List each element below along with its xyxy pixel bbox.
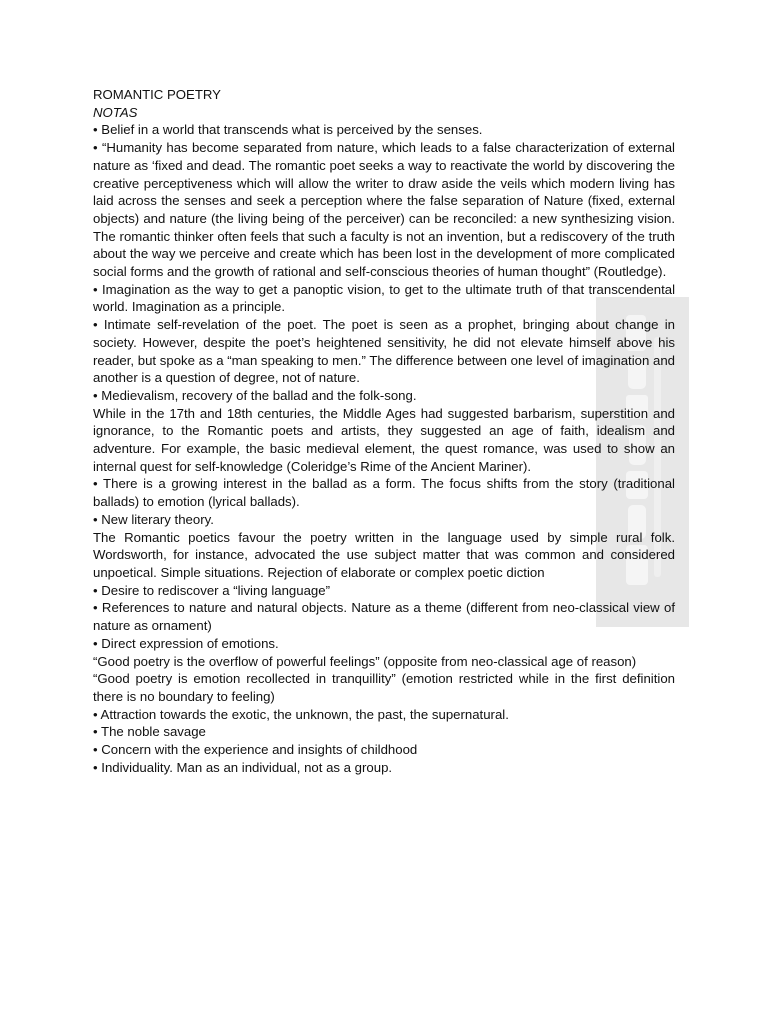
paragraph: • The noble savage	[93, 724, 206, 740]
paragraph: • Imagination as the way to get a panoptic vision, to get to the ultimate truth of that transcendental world. Imagination as a principle.	[93, 281, 675, 315]
paragraph: • References to nature and natural objects. Nature as a theme (different from neo-classical view of nature as ornament)	[93, 600, 675, 634]
paragraph: • Attraction towards the exotic, the unknown, the past, the supernatural.	[93, 706, 509, 722]
paragraph: • Individuality. Man as an individual, not as a group.	[93, 759, 393, 775]
paragraph: • New literary theory.	[93, 511, 214, 527]
paragraph: • Medievalism, recovery of the ballad and the folk-song.	[93, 387, 417, 403]
paragraph: The Romantic poetics favour the poetry written in the language used by simple rural folk. Wordsworth, for instance, advocated the use subject matter that was common and considered unpoetical. Simple situations. Rejection of elaborate or complex poetic diction	[93, 529, 675, 580]
paragraph: “Good poetry is emotion recollected in tranquillity” (emotion restricted while in the first definition there is no boundary to feeling)	[93, 671, 675, 704]
paragraph: • Desire to rediscover a “living language”	[93, 582, 330, 598]
paragraph: While in the 17th and 18th centuries, the Middle Ages had suggested barbarism, superstition and ignorance, to the Romantic poets and artists, they suggested an age of faith, idealism and adventure. For example, the basic medieval element, the quest romance, was used to show an internal quest for self-knowledge (Coleridge’s Rime of the Ancient Mariner).	[93, 405, 675, 474]
paragraph: • “Humanity has become separated from nature, which leads to a false characterization of external nature as ‘fixed and dead. The romantic poet seeks a way to reactivate the world by discovering the creative perceptiveness which will allow the writer to draw aside the veils which modern living has laid across the senses and seek a perception where the false separation of Nature (fixed, external objects) and nature (the living being of the perceiver) can be reconciled: a new synthesizing vision. The romantic thinker often feels that such a faculty is not an invention, but a rediscovery of the truth about the way we perceive and create which has been lost in the development of more complicated social forms and the growth of rational and self-conscious theories of human thought” (Routledge).	[93, 140, 675, 280]
paragraph: • Intimate self-revelation of the poet. The poet is seen as a prophet, bringing about change in society. However, despite the poet’s heightened sensitivity, he did not elevate himself above his reader, but spoke as a “man speaking to men.” The difference between one level of imagination and another is a question of degree, not of nature.	[93, 317, 675, 386]
paragraph: “Good poetry is the overflow of powerful feelings” (opposite from neo-classical age of reason)	[93, 653, 637, 669]
document-title: ROMANTIC POETRY	[93, 87, 221, 102]
document-subtitle: NOTAS	[93, 104, 138, 120]
paragraph: • There is a growing interest in the ballad as a form. The focus shifts from the story (traditional ballads) to emotion (lyrical ballads).	[93, 476, 675, 510]
paragraph: • Belief in a world that transcends what is perceived by the senses.	[93, 122, 483, 138]
paragraph: • Direct expression of emotions.	[93, 635, 279, 651]
paragraph: • Concern with the experience and insights of childhood	[93, 742, 418, 758]
document-body	[93, 86, 675, 776]
